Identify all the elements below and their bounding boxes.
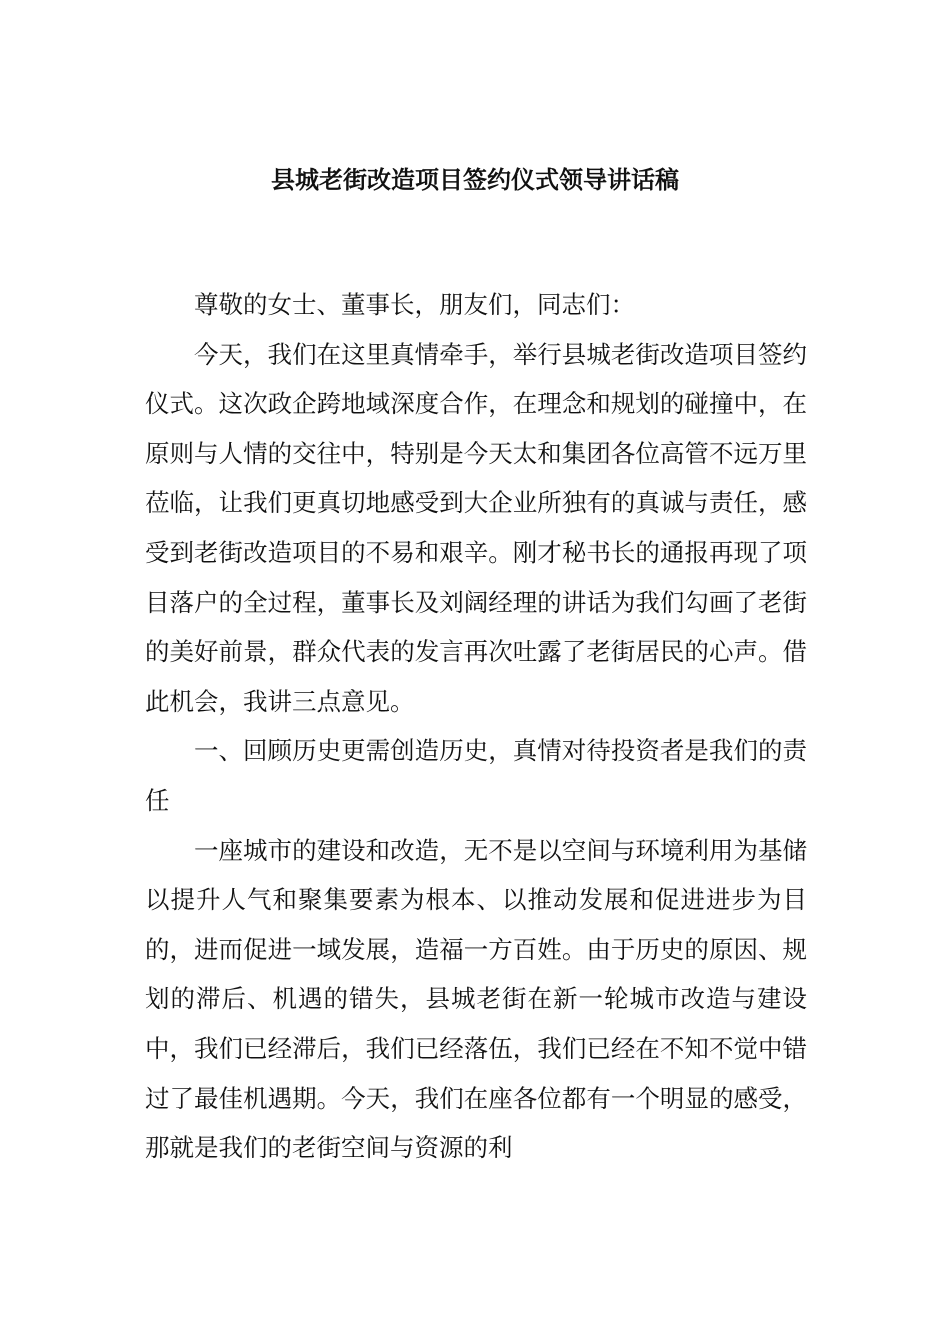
document-body [145,280,807,1173]
section-1-paragraph: 一座城市的建设和改造，无不是以空间与环境利用为基储以提升人气和聚集要素为根本、以推动发展和促进进步为目的，进而促进一域发展，造福一方百姓。由于历史的原因、规划的滞后、机遇的错失，县城老街在新一轮城市改造与建设中，我们已经滞后，我们已经落伍，我们已经在不知不觉中错过了最佳机遇期。今天，我们在座各位都有一个明显的感受，那就是我们的老街空间与资源的利 [145,835,807,1163]
salutation-paragraph: 尊敬的女士、董事长，朋友们，同志们： [194,290,635,319]
document-title: 县城老街改造项目签约仪式领导讲话稿 [271,166,679,194]
opening-paragraph: 今天，我们在这里真情牵手，举行县城老街改造项目签约仪式。这次政企跨地域深度合作，在理念和规划的碰撞中，在原则与人情的交往中，特别是今天太和集团各位高管不远万里莅临，让我们更真切地感受到大企业所独有的真诚与责任，感受到老街改造项目的不易和艰辛。刚才秘书长的通报再现了项目落户的全过程，董事长及刘阔经理的讲话为我们勾画了老街的美好前景，群众代表的发言再次吐露了老街居民的心声。借此机会，我讲三点意见。 [145,339,807,716]
section-heading-1: 一、回顾历史更需创造历史，真情对待投资者是我们的责任 [145,736,807,815]
